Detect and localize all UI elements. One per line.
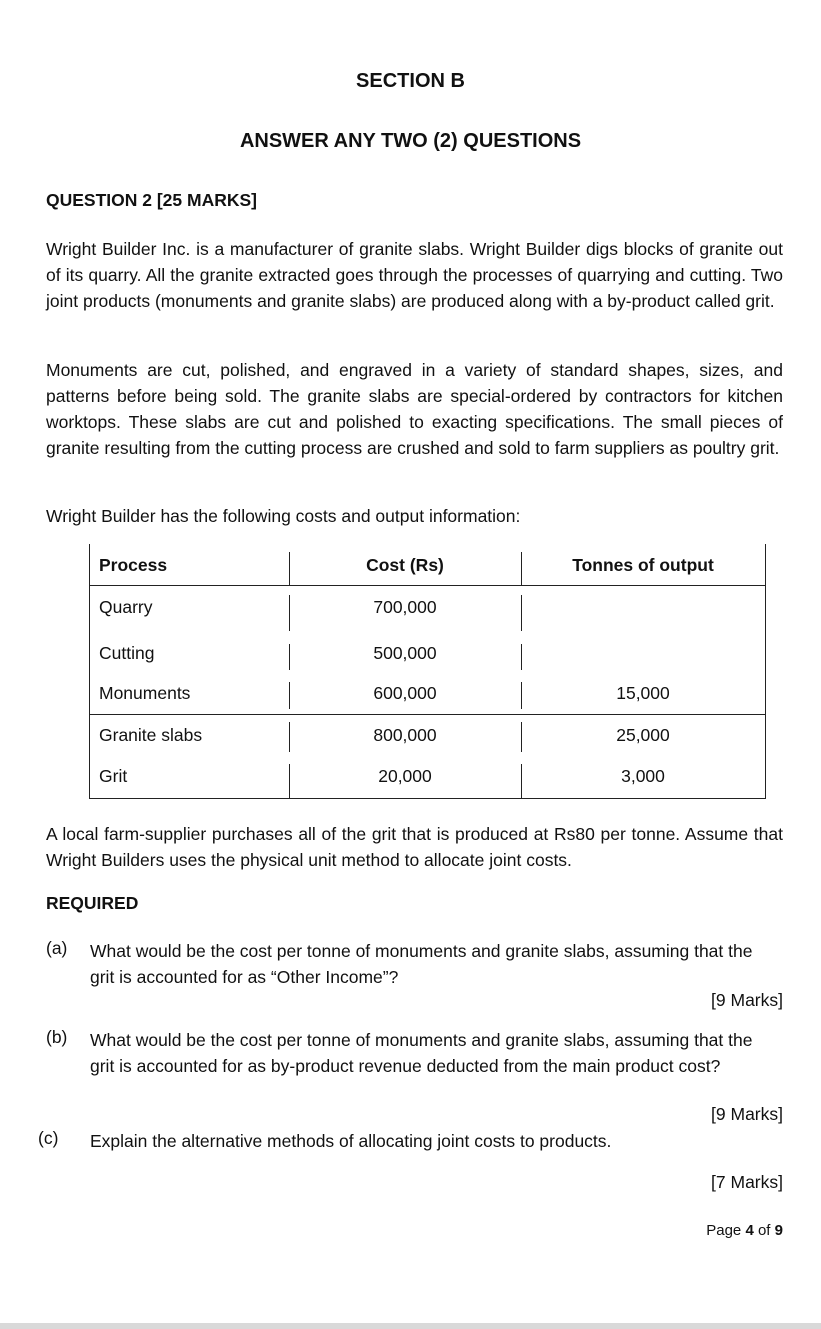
header-process: Process (99, 555, 168, 575)
row-grit-process: Grit (99, 766, 128, 786)
page-number (706, 1222, 783, 1239)
required-heading: REQUIRED (46, 893, 139, 913)
row-cutting-process: Cutting (99, 643, 155, 663)
intro-paragraph: Wright Builder Inc. is a manufacturer of granite slabs. Wright Builder digs blocks of granite out of its quarry. All the granite extracted goes through the processes of quarrying and cutting. Two joint products (monuments and granite slabs) are produced along with a by-product called grit. (46, 239, 783, 311)
part-c-label: (c) (38, 1128, 59, 1148)
part-a-text: What would be the cost per tonne of monuments and granite slabs, assuming that the grit is accounted for as “Other Income”? (90, 941, 753, 987)
row-grit-cost: 20,000 (378, 766, 432, 786)
page-total: 9 (774, 1222, 783, 1239)
row-quarry-cost: 700,000 (373, 597, 437, 617)
part-b-label: (b) (46, 1027, 68, 1047)
part-c-marks: [7 Marks] (711, 1172, 783, 1192)
page-word: Page (706, 1222, 742, 1239)
instruction-heading: ANSWER ANY TWO (2) QUESTIONS (239, 130, 582, 152)
part-c-text: Explain the alternative methods of allocating joint costs to products. (90, 1131, 612, 1151)
row-grit-tonnes: 3,000 (621, 766, 665, 786)
row-granite-slabs-tonnes: 25,000 (616, 725, 670, 745)
row-monuments-tonnes: 15,000 (616, 683, 670, 703)
section-title: SECTION B (356, 70, 465, 92)
row-quarry-process: Quarry (99, 597, 153, 617)
table-intro-paragraph: Wright Builder has the following costs and output information: (46, 506, 521, 526)
part-b-text: What would be the cost per tonne of monuments and granite slabs, assuming that the grit is accounted for as by-product revenue deducted from the main product cost? (90, 1030, 753, 1076)
part-b-marks: [9 Marks] (711, 1104, 783, 1124)
row-monuments-process: Monuments (99, 683, 191, 703)
part-a-label: (a) (46, 938, 68, 958)
row-cutting-cost: 500,000 (373, 643, 437, 663)
page-bottom-divider (0, 1323, 821, 1329)
page-current: 4 (745, 1222, 754, 1239)
page-of: of (757, 1222, 771, 1239)
row-granite-slabs-process: Granite slabs (99, 725, 203, 745)
row-monuments-cost: 600,000 (373, 683, 437, 703)
grit-info-paragraph: A local farm-supplier purchases all of the grit that is produced at Rs80 per tonne. Assume that Wright Builders uses the physical unit method to allocate joint costs. (46, 824, 783, 870)
description-paragraph: Monuments are cut, polished, and engraved in a variety of standard shapes, sizes, and patterns before being sold. The granite slabs are special-ordered by contractors for kitchen worktops. These slabs are cut and polished to exacting specifications. The small pieces of granite resulting from the cutting process are crushed and sold to farm suppliers as poultry grit. (46, 360, 783, 458)
row-granite-slabs-cost: 800,000 (373, 725, 437, 745)
cost-output-table (89, 544, 766, 799)
header-cost: Cost (Rs) (366, 555, 444, 575)
part-a-marks: [9 Marks] (711, 990, 783, 1010)
header-tonnes: Tonnes of output (572, 555, 714, 575)
question-title: QUESTION 2 [25 MARKS] (46, 190, 257, 210)
